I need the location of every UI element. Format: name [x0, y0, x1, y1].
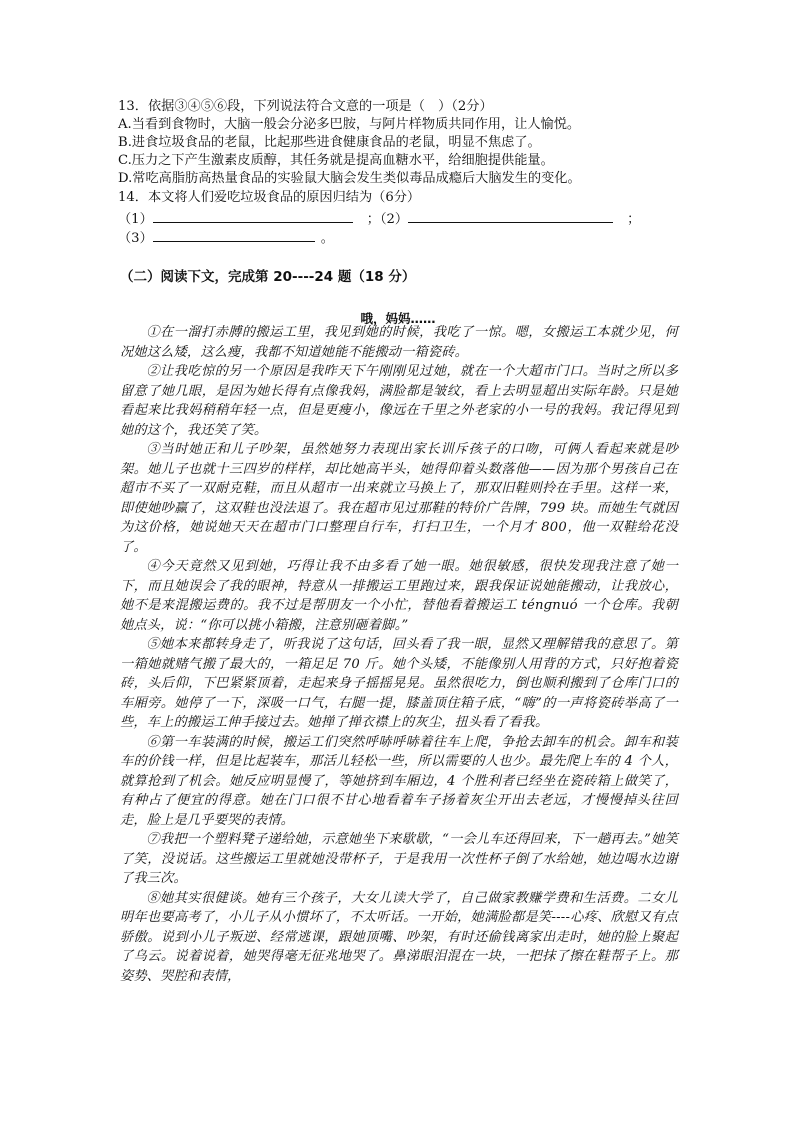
answer-line-2 — [118, 228, 688, 248]
blank-1-label: （1） — [118, 212, 153, 227]
question-13-option-d: D.常吃高脂肪高热量食品的实验鼠大脑会发生类似毒品成瘾后大脑发生的变化。 — [118, 171, 581, 186]
paragraph-2: ②让我吃惊的另一个原因是我昨天下午刚刚见过她，就在一个大超市门口。当时之所以多留意了她几眼，是因为她长得有点像我妈，满脸都是皱纹，看上去明显超出实际年龄。只是她看起来比我妈稍稍年轻一点，但是更瘦小，像远在千里之外老家的小一号的我妈。我记得见到她的这个，我还笑了笑。 — [120, 364, 678, 438]
question-13-option-c: C.压力之下产生激素皮质醇，其任务就是提高血糖水平，给细胞提供能量。 — [118, 153, 554, 168]
answer-line-1 — [118, 209, 688, 229]
question-13-stem: 13．依据③④⑤⑥段，下列说法符合文意的一项是（ ）（2分） — [118, 99, 493, 114]
section-heading: （二）阅读下文，完成第 20----24 题（18 分） — [120, 269, 416, 285]
paragraph-4: ④今天竟然又见到她，巧得让我不由多看了她一眼。她很敏感，很快发现我注意了她一下，而且她误会了我的眼神，特意从一排搬运工里跑过来，跟我保证说她能搬动，让我放心，她不是来混搬运费的。我不过是帮朋友一个小忙，替他看着搬运工 ténɡnuó 一个仓库。我朝她点头，说：“你可以挑小箱搬，注意别砸着脚。” — [120, 559, 678, 633]
article-body — [120, 323, 678, 986]
semicolon: ； — [627, 212, 641, 227]
paragraph-1: ①在一溜打赤膊的搬运工里，我见到她的时候，我吃了一惊。嗯，女搬运工本就少见，何况她这么矮，这么瘦，我都不知道她能不能搬动一箱瓷砖。 — [120, 325, 678, 360]
answer-blank-1[interactable] — [153, 209, 353, 223]
question-14-stem: 14．本文将人们爱吃垃圾食品的原因归结为（6分） — [118, 190, 421, 205]
answer-blank-2[interactable] — [408, 209, 613, 223]
blank-2-label: ；（2） — [366, 212, 409, 227]
question-13-option-a: A.当看到食物时，大脑一般会分泌多巴胺，与阿片样物质共同作用，让人愉悦。 — [118, 117, 581, 132]
paragraph-6: ⑥第一车装满的时候，搬运工们突然呼哧呼哧着往车上爬，争抢去卸车的机会。卸车和装车的价钱一样，但是比起装车，那活儿轻松一些，所以需要的人也少。最先爬上车的 4 个人，就算抢到了机会。她反应明显慢了，等她挤到车厢边，4 个胜利者已经坐在瓷砖箱上做笑了，有种占了便宜的得意。她在门口很不甘心地看着车子扬着灰尘开出去老远，才慢慢掉头往回走，脸上是几乎要哭的表情。 — [120, 734, 678, 828]
article-title: 哦，妈妈…… — [360, 311, 436, 326]
paragraph-7: ⑦我把一个塑料凳子递给她，示意她坐下来歇歇，“一会儿车还得回来，下一趟再去。”她笑了笑，没说话。这些搬运工里就她没带杯子，于是我用一次性杯子倒了水给她，她边喝水边谢了我三次。 — [120, 832, 678, 886]
answer-blank-3[interactable] — [153, 228, 315, 242]
question-13-option-b: B.进食垃圾食品的老鼠，比起那些进食健康食品的老鼠，明显不焦虑了。 — [118, 135, 541, 150]
paragraph-8: ⑧她其实很健谈。她有三个孩子，大女儿读大学了，自己做家教赚学费和生活费。二女儿明年也要高考了，小儿子从小惯坏了，不太听话。一开始，她满脸都是笑----心疼、欣慰又有点骄傲。说到小儿子叛逆、经常逃课，跟她顶嘴、吵架，有时还偷钱离家出走时，她的脸上聚起了乌云。说着说着，她哭得毫无征兆地哭了。鼻涕眼泪混在一块，一把抹了擦在鞋帮子上。那姿势、哭腔和表情， — [120, 890, 678, 984]
end-period: 。 — [320, 231, 334, 246]
blank-3-label: （3） — [118, 231, 153, 246]
paragraph-3: ③当时她正和儿子吵架，虽然她努力表现出家长训斥孩子的口吻，可俩人看起来就是吵架。她儿子也就十三四岁的样样，却比她高半头，她得仰着头数落他——因为那个男孩自己在超市不买了一双耐克鞋，而且从超市一出来就立马换上了，那双旧鞋则拎在手里。这样一来，即使她吵赢了，这双鞋也没法退了。我在超市见过那鞋的特价广告牌，799 块。而她生气就因为这价格，她说她天天在超市门口整理自行车，打扫卫生，一个月才 800，他一双鞋给花没了。 — [120, 442, 678, 555]
paragraph-5: ⑤她本来都转身走了，听我说了这句话，回头看了我一眼，显然又理解错我的意思了。第一箱她就赌气搬了最大的，一箱足足 70 斤。她个头矮，不能像别人用背的方式，只好抱着瓷砖，头后仰，下巴紧紧顶着，走起来身子摇摇晃晃。虽然很吃力，倒也顺利搬到了仓库门口的车厢旁。她停了一下，深吸一口气，右腿一提，膝盖顶住箱子底，“嗨”的一声将瓷砖举高了一些，车上的搬运工伸手接过去。她掸了掸衣襟上的灰尘，扭头看了看我。 — [120, 637, 678, 730]
